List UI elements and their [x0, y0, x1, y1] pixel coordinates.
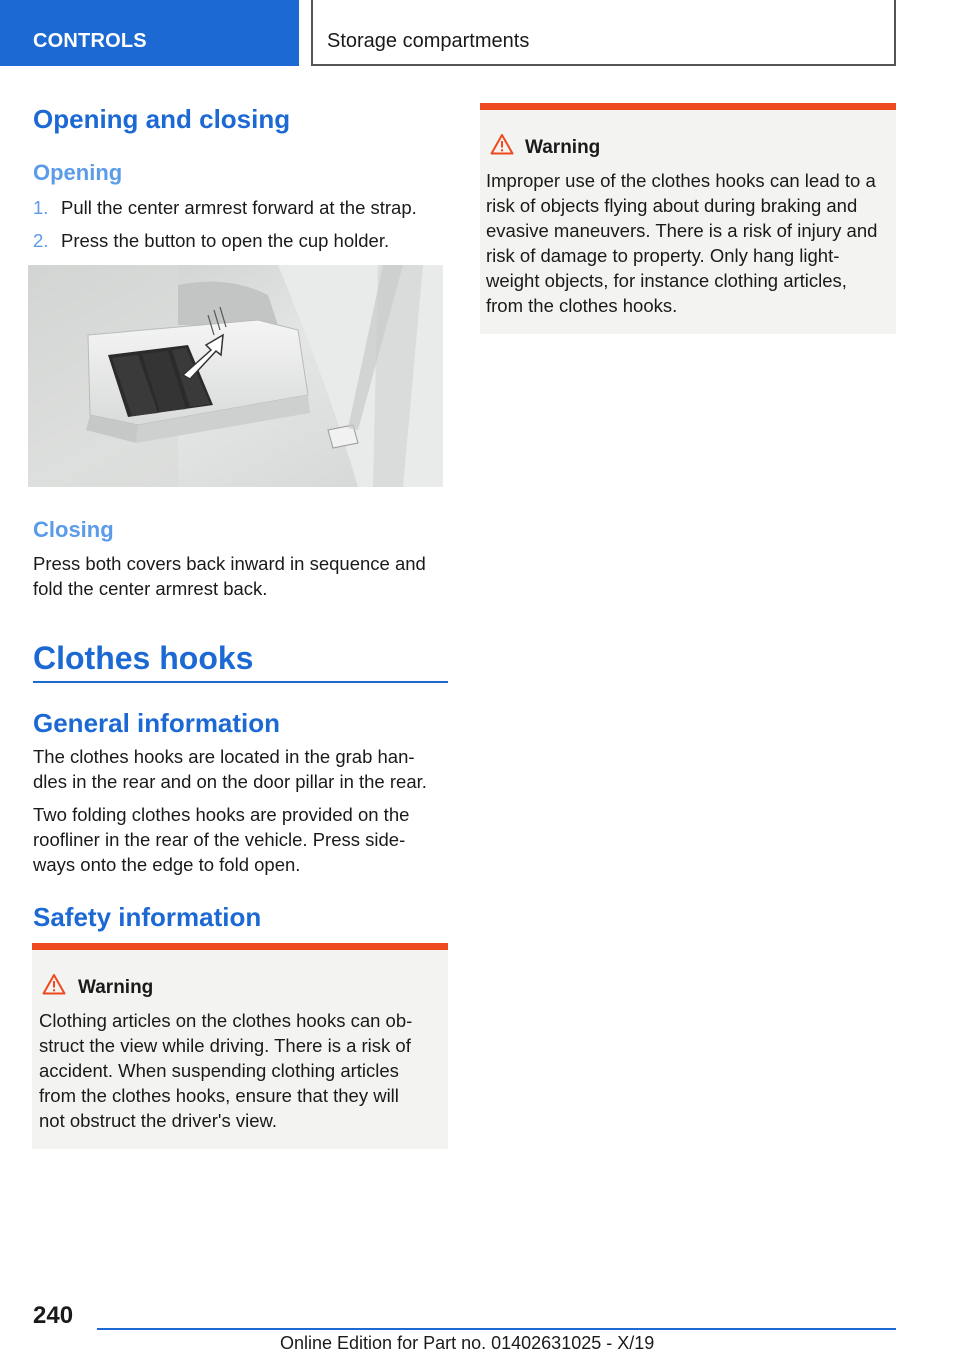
text-line: dles in the rear and on the door pillar in the rear. [33, 771, 427, 792]
text-line: weight objects, for instance clothing articles, [486, 270, 847, 291]
footer-divider [97, 1328, 896, 1330]
warning-label: Warning [78, 977, 154, 998]
section-title: CONTROLS [33, 30, 147, 52]
text-line: ways onto the edge to fold open. [33, 854, 301, 875]
armrest-cup-holder-image [28, 265, 443, 487]
warning-box-left [32, 943, 448, 1149]
heading-opening-closing: Opening and closing [33, 104, 291, 134]
chapter-title: Storage compartments [327, 30, 530, 52]
chapter-tab [311, 0, 896, 66]
list-item [33, 195, 443, 220]
text-line: Press both covers back inward in sequence and [33, 553, 426, 574]
text-line: Clothing articles on the clothes hooks can ob- [39, 1010, 413, 1031]
warning-triangle-icon [490, 133, 514, 155]
closing-text [33, 551, 448, 601]
general-info-para-1 [33, 744, 448, 794]
heading-closing: Closing [33, 517, 114, 542]
warning-label: Warning [525, 137, 601, 158]
heading-safety-information: Safety information [33, 902, 262, 932]
text-line: risk of objects flying about during braking and [486, 195, 858, 216]
warning-box-right [480, 103, 896, 334]
page-number: 240 [33, 1302, 74, 1329]
text-line: Improper use of the clothes hooks can lead to a [486, 170, 876, 191]
text-line: from the clothes hooks. [486, 295, 678, 316]
list-number: 2. [33, 230, 49, 251]
list-text: Press the button to open the cup holder. [61, 230, 390, 251]
text-line: roofliner in the rear of the vehicle. Press side- [33, 829, 406, 850]
section-divider [33, 681, 448, 683]
list-number: 1. [33, 197, 49, 218]
text-line: Two folding clothes hooks are provided on the [33, 804, 410, 825]
edition-text: Online Edition for Part no. 01402631025 - X/19 [280, 1333, 655, 1353]
list-text: Pull the center armrest forward at the strap. [61, 197, 417, 218]
heading-opening: Opening [33, 160, 123, 185]
text-line: risk of damage to property. Only hang light- [486, 245, 840, 266]
warning-text [39, 1008, 444, 1133]
text-line: evasive maneuvers. There is a risk of injury and [486, 220, 878, 241]
general-info-para-2 [33, 802, 448, 877]
text-line: from the clothes hooks, ensure that they will [39, 1085, 399, 1106]
list-item [33, 228, 443, 253]
warning-triangle-icon [42, 973, 66, 995]
heading-general-information: General information [33, 708, 281, 738]
text-line: The clothes hooks are located in the grab han- [33, 746, 415, 767]
section-tab [0, 0, 299, 66]
warning-text [486, 168, 894, 318]
text-line: fold the center armrest back. [33, 578, 268, 599]
text-line: not obstruct the driver's view. [39, 1110, 277, 1131]
heading-clothes-hooks: Clothes hooks [33, 640, 254, 676]
text-line: accident. When suspending clothing articles [39, 1060, 399, 1081]
text-line: struct the view while driving. There is a risk of [39, 1035, 411, 1056]
